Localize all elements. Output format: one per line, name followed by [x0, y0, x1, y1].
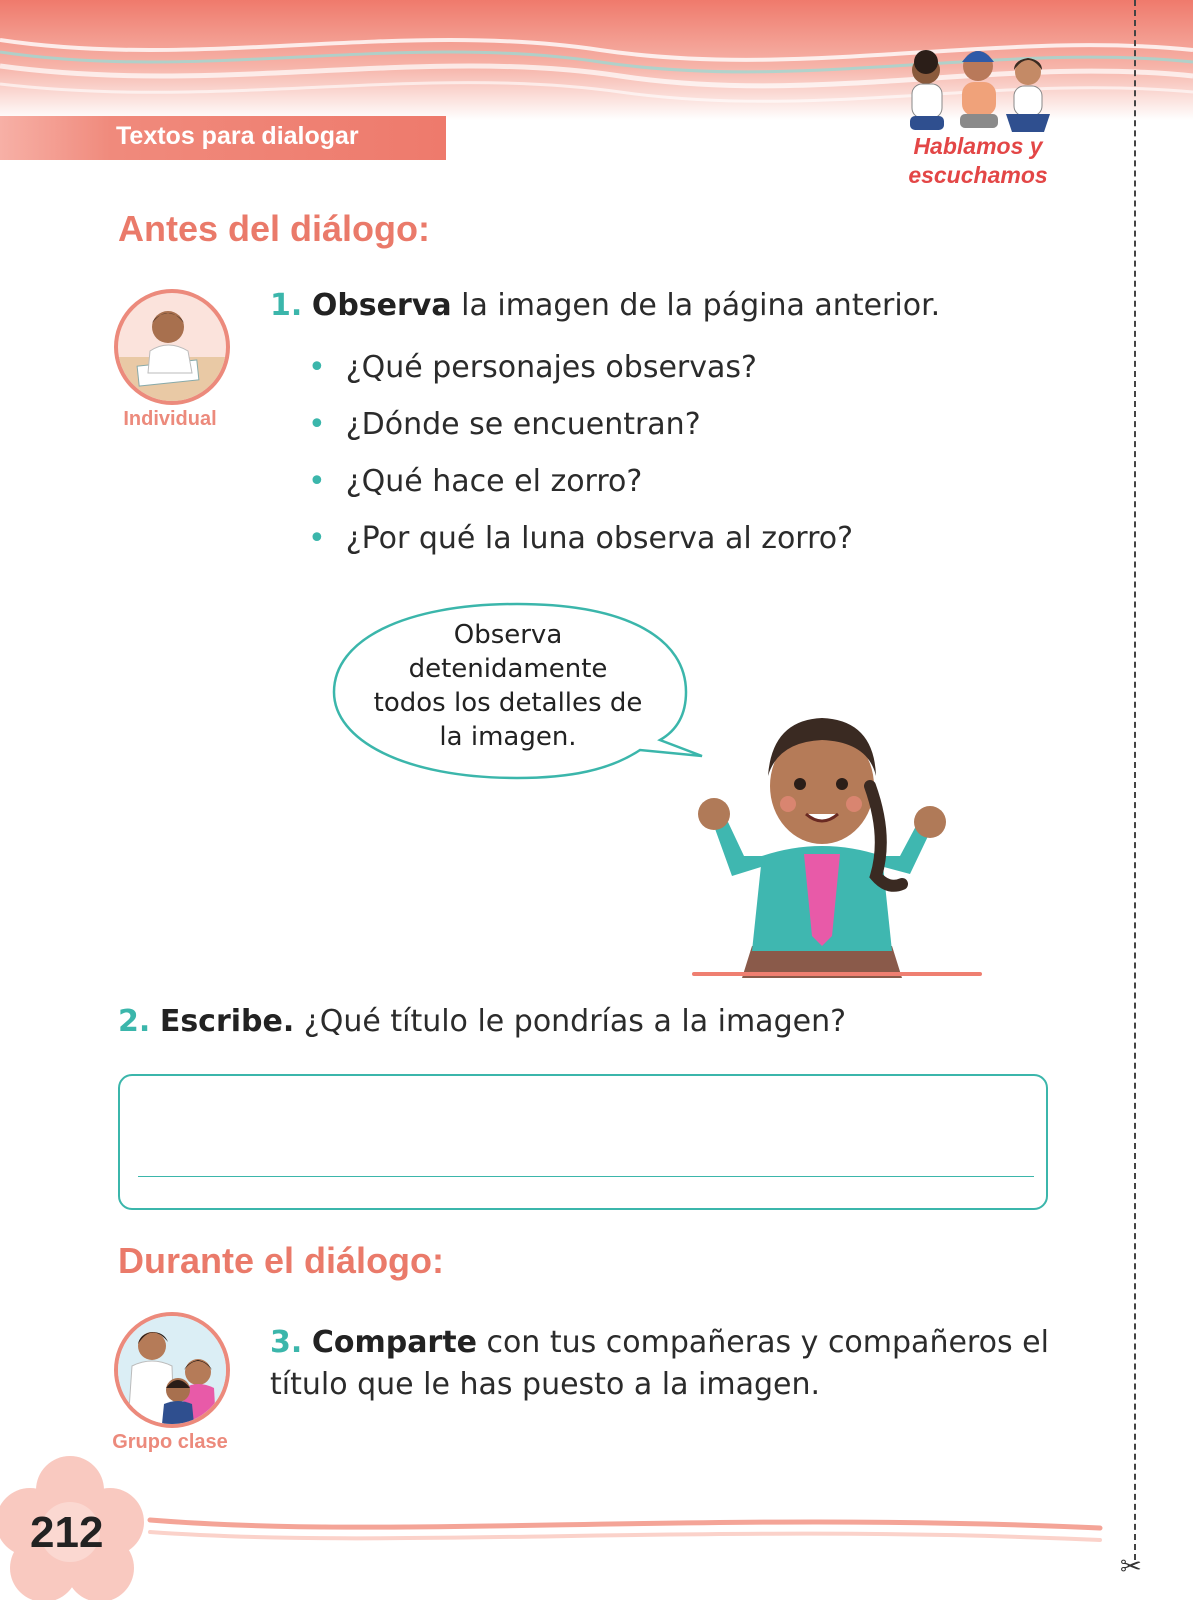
question-item	[308, 521, 853, 556]
instruction-1	[270, 288, 940, 323]
ground-line	[692, 972, 982, 976]
scissors-icon: ✂	[1120, 1552, 1142, 1582]
answer-box[interactable]	[118, 1074, 1048, 1210]
page-number: 212	[30, 1508, 104, 1557]
bubble-line: Observa	[453, 620, 563, 650]
badge-title-line2: escuchamos	[908, 162, 1048, 188]
instruction-text: con tus compañeras y compañeros el título que le has puesto a la imagen.	[270, 1325, 1049, 1402]
question-text: ¿Qué hace el zorro?	[345, 464, 643, 499]
section-heading-before: Antes del diálogo:	[118, 208, 431, 249]
bullet-dot: •	[308, 521, 326, 556]
bubble-line: detenidamente	[408, 654, 608, 684]
instruction-number: 2.	[118, 1004, 151, 1039]
instruction-3	[270, 1322, 1070, 1406]
question-text: ¿Dónde se encuentran?	[345, 407, 701, 442]
section-heading-during: Durante el diálogo:	[118, 1240, 445, 1281]
question-text: ¿Qué personajes observas?	[345, 350, 757, 385]
question-text: ¿Por qué la luna observa al zorro?	[345, 521, 854, 556]
bubble-line: todos los detalles de	[373, 688, 643, 718]
mode-label-group: Grupo clase	[112, 1431, 228, 1453]
cut-line	[1134, 0, 1136, 1560]
question-item	[308, 464, 642, 499]
girl-illustration	[692, 706, 962, 978]
bullet-dot: •	[308, 350, 326, 385]
instruction-verb: Observa	[311, 288, 452, 323]
question-item	[308, 350, 757, 385]
instruction-text: ¿Qué título le pondrías a la imagen?	[294, 1004, 846, 1039]
instruction-verb: Escribe.	[159, 1004, 295, 1039]
speech-bubble-text	[350, 618, 666, 754]
instruction-number: 3.	[270, 1325, 303, 1360]
section-tab-label: Textos para dialogar	[116, 122, 359, 150]
instruction-number: 1.	[270, 288, 303, 323]
individual-work-icon	[114, 289, 230, 405]
mode-label-individual: Individual	[123, 408, 217, 430]
footer-decoration	[0, 1450, 1193, 1600]
bullet-dot: •	[308, 464, 326, 499]
answer-writing-line[interactable]	[138, 1176, 1034, 1177]
instruction-text: la imagen de la página anterior.	[451, 288, 941, 323]
instruction-2	[118, 1004, 846, 1039]
bullet-dot: •	[308, 407, 326, 442]
group-class-icon	[114, 1312, 230, 1428]
question-item	[308, 407, 701, 442]
badge-title-line1: Hablamos y	[913, 133, 1043, 159]
bubble-line: la imagen.	[439, 722, 577, 752]
instruction-verb: Comparte	[311, 1325, 477, 1360]
